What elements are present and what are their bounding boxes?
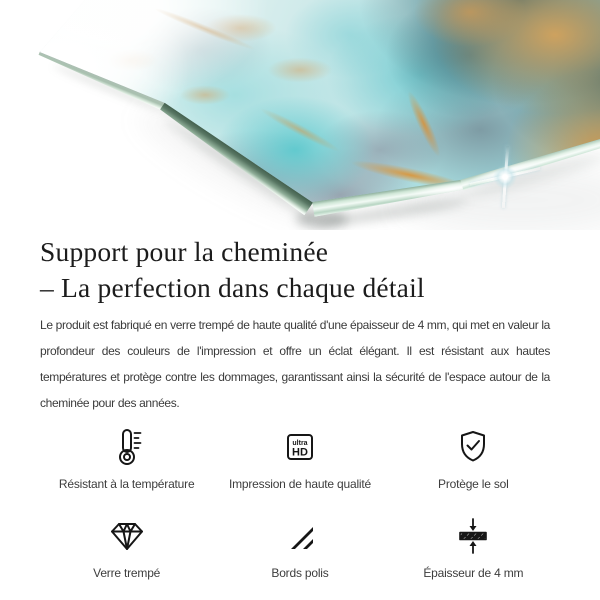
feature-label: Protège le sol — [438, 477, 509, 491]
feature-label: Verre trempé — [93, 566, 161, 580]
feature-temperature — [40, 426, 213, 491]
product-photo — [0, 0, 600, 230]
shield-check-icon — [453, 426, 493, 468]
sparkle-glow — [489, 161, 521, 193]
gold-vein — [403, 89, 444, 159]
feature-label: Impression de haute qualité — [228, 477, 371, 491]
feature-floor-protection — [387, 426, 560, 491]
features-grid — [40, 426, 560, 580]
page-title — [40, 234, 560, 306]
gold-vein — [153, 5, 258, 54]
page-title-line2: – La perfection dans chaque détail — [40, 272, 425, 303]
polished-edge-icon — [280, 515, 320, 557]
thermometer-icon — [107, 426, 147, 468]
feature-print-quality — [213, 426, 386, 491]
svg-text:ultra: ultra — [292, 440, 308, 447]
product-description: Le produit est fabriqué en verre trempé de haute qualité d'une épaisseur de 4 mm, qui met en valeur la profondeur des couleurs de l'impression et offre un éclat élégant. Il est résistant aux hautes températures et protège contre les dommages, garantissant ainsi la sécurité de l'espace autour de la cheminée pour des années. — [40, 318, 550, 410]
thickness-icon — [453, 515, 493, 557]
feature-label: Résistant à la température — [58, 477, 195, 491]
page-title-line1: Support pour la cheminée — [40, 236, 329, 267]
svg-text:HD: HD — [292, 446, 308, 459]
ultra-hd-icon — [280, 426, 320, 468]
feature-polished-edges — [213, 515, 386, 580]
product-description-section — [0, 234, 600, 580]
feature-tempered-glass — [40, 515, 213, 580]
feature-label: Bords polis — [271, 566, 329, 580]
feature-label: Épaisseur de 4 mm — [423, 566, 524, 580]
feature-thickness — [387, 515, 560, 580]
diamond-icon — [107, 515, 147, 557]
gold-vein — [258, 104, 342, 155]
